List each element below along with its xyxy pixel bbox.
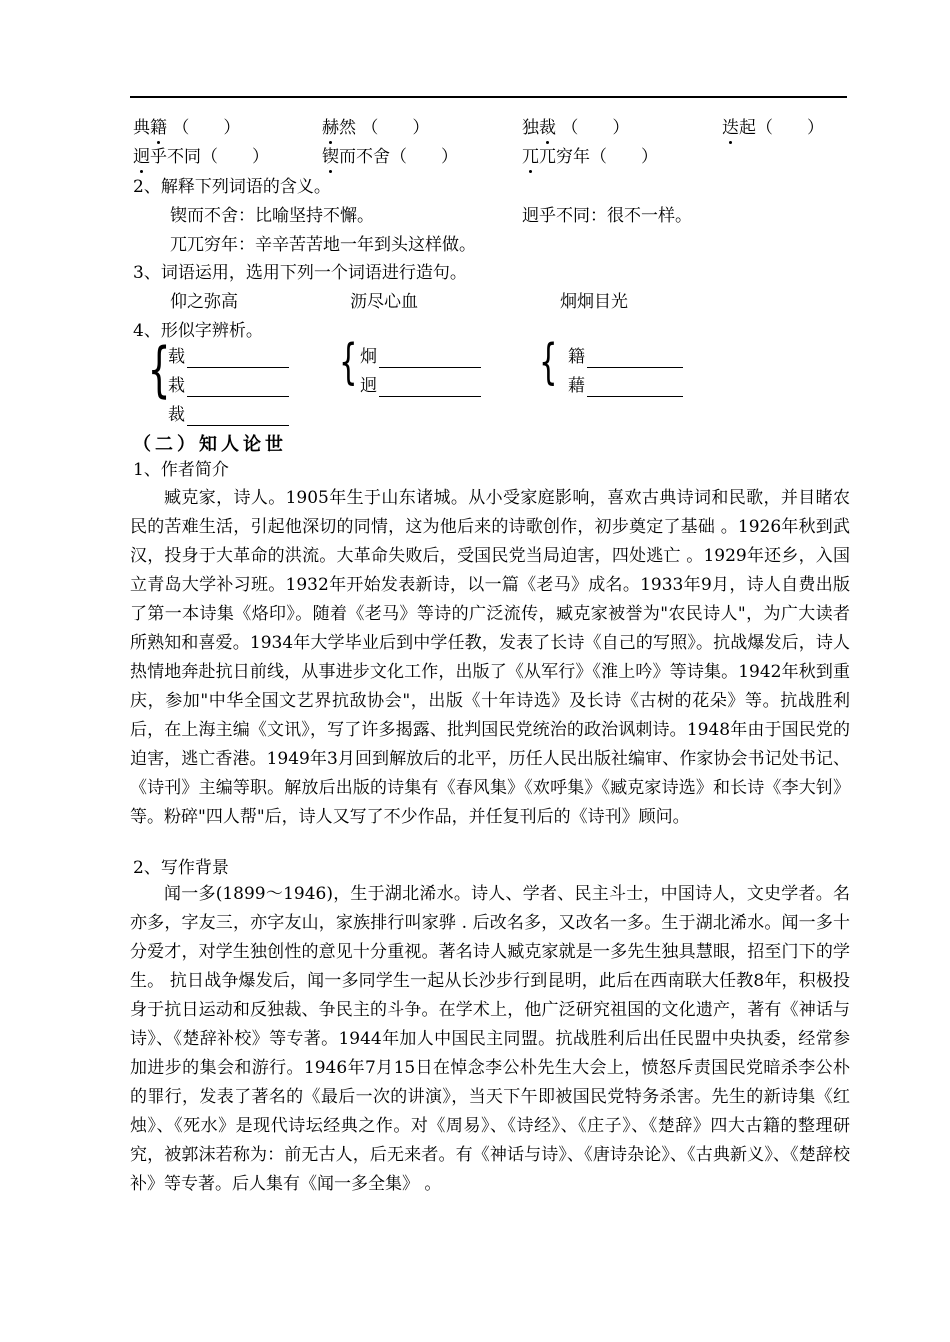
answer-line[interactable] [587, 350, 683, 368]
dotted-char: 锲 [322, 147, 339, 167]
top-rule [130, 96, 847, 98]
pinyin-item: 兀兀穷年（ ） [522, 147, 658, 167]
answer-line[interactable] [187, 350, 289, 368]
pinyin-item: 迭起（ ） [722, 118, 824, 138]
pinyin-item: 典籍 （ ） [133, 118, 241, 138]
brace-icon: { [147, 335, 171, 405]
background-text: 闻一多(1899～1946)，生于湖北浠水。诗人、学者、民主斗士，中国诗人，文史学者。名亦多，字友三，亦字友山，家族排行叫家骅 . 后改名多，又改名一多。生于湖北浠水。闻一多十分爱才，对学生独创性的意见十分重视。著名诗人臧克家就是一多先生独具慧眼，招至门下的学生。 抗日战争爆发后，闻一多同学生一起从长沙步行到昆明，此后在西南联大任教8年，积极投身于抗日运动和反独裁、争民主的斗争。在学术上，他广泛研究祖国的文化遗产，著有《神话与诗》、《楚辞补校》等专著。1944年加人中国民主同盟。抗战胜利后出任民盟中央执委，经常参加进步的集会和游行。1946年7月15日在悼念李公朴先生大会上，愤怒斥责国民党暗杀李公朴的罪行，发表了著名的《最后一次的讲演》，当天下午即被国民党特务杀害。先生的新诗集《红烛》、《死水》是现代诗坛经典之作。对《周易》、《诗经》、《庄子》、《楚辞》四大古籍的整理研究，被郭沫若称为：前无古人，后无来者。有《神话与诗》、《唐诗杂论》、《古典新义》、《楚辞校补》等专著。后人集有《闻一多全集》 。 [130, 884, 850, 1194]
answer-line[interactable] [587, 379, 683, 397]
char-blank: 迥 [360, 375, 481, 397]
author-bio: 臧克家，诗人。1905年生于山东诸城。从小受家庭影响，喜欢古典诗词和民歌，并目睹农民的苦难生活，引起他深切的同情，这为他后来的诗歌创作，初步奠定了基础 。1926年秋到武汉，投身于大革命的洪流。大革命失败后，受国民党当局迫害，四处逃亡 。1929年还乡，入国立青岛大学补习班。1932年开始发表新诗，以一篇《老马》成名。1933年9月，诗人自费出版了第一本诗集《烙印》。随着《老马》等诗的广泛流传，臧克家被誉为"农民诗人"，为广大读者所熟知和喜爱。1934年大学毕业后到中学任教，发表了长诗《自己的写照》。抗战爆发后，诗人热情地奔赴抗日前线，从事进步文化工作，出版了《从军行》《淮上吟》等诗集。1942年秋到重庆，参加"中华全国文艺界抗敌协会"，出版《十年诗选》及长诗《古树的花朵》等。抗战胜利后，在上海主编《文讯》，写了许多揭露、批判国民党统治的政治讽刺诗。1948年由于国民党的迫害，逃亡香港。1949年3月回到解放后的北平，历任人民出版社编审、作家协会书记处书记、《诗刊》主编等职。解放后出版的诗集有《春风集》《欢呼集》《臧克家诗选》和长诗《李大钊》等。粉碎"四人帮"后，诗人又写了不少作品，并任复刊后的《诗刊》顾问。 [130, 488, 850, 827]
q3-word: 仰之弥高 [170, 292, 238, 312]
dotted-char: 赫 [322, 118, 339, 138]
answer-line[interactable] [187, 408, 289, 426]
char-blank: 籍 [568, 346, 683, 368]
dotted-char: 迥 [133, 147, 150, 167]
brace-icon: { [539, 334, 558, 390]
char-blank: 载 [168, 346, 289, 368]
dotted-char: 籍 [150, 118, 167, 138]
q3-word: 沥尽心血 [350, 292, 418, 312]
dotted-char: 裁 [539, 118, 556, 138]
dotted-char: 迭 [722, 118, 739, 138]
q2-title: 2、解释下列词语的含义。 [133, 177, 331, 197]
char-blank: 栽 [168, 375, 289, 397]
char-blank: 炯 [360, 346, 481, 368]
pinyin-item: 独裁 （ ） [522, 118, 630, 138]
q2-item: 迥乎不同：很不一样。 [522, 206, 692, 226]
q3-title: 3、词语运用，选用下列一个词语进行造句。 [133, 263, 467, 283]
pinyin-item: 迥乎不同（ ） [133, 147, 269, 167]
sub-heading: 2、写作背景 [133, 858, 229, 878]
q2-item: 锲而不舍：比喻坚持不懈。 [170, 206, 374, 226]
sub-heading: 1、作者简介 [133, 460, 229, 480]
answer-line[interactable] [379, 379, 481, 397]
brace-icon: { [339, 334, 358, 390]
pinyin-item: 赫然 （ ） [322, 118, 430, 138]
dotted-char: 兀 [522, 147, 539, 167]
q4-title: 4、形似字辨析。 [133, 321, 263, 341]
answer-line[interactable] [187, 379, 289, 397]
q2-item: 兀兀穷年：辛辛苦苦地一年到头这样做。 [170, 235, 476, 255]
answer-line[interactable] [379, 350, 481, 368]
char-blank: 裁 [168, 404, 289, 426]
pinyin-item: 锲而不舍（ ） [322, 147, 458, 167]
section-heading: （二）知人论世 [133, 434, 287, 455]
q3-word: 炯炯目光 [560, 292, 628, 312]
char-blank: 藉 [568, 375, 683, 397]
